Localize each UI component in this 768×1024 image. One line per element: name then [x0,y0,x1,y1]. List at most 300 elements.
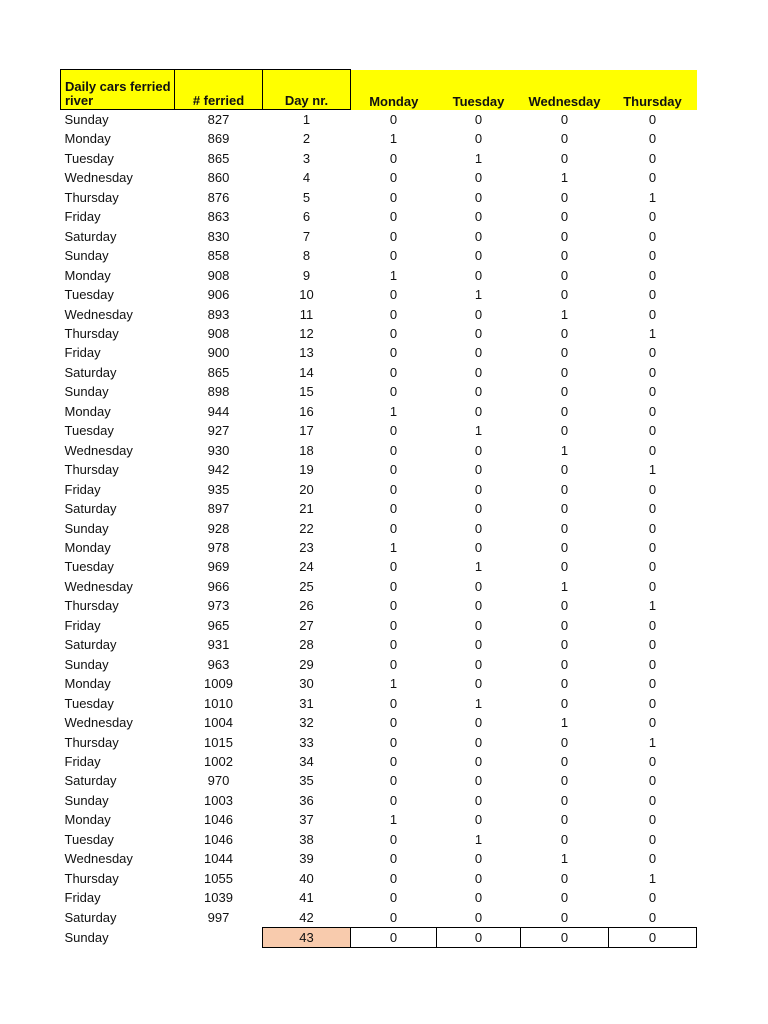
day-cell[interactable]: Sunday [64,248,109,264]
tuesday-cell[interactable]: 0 [474,481,483,497]
tuesday-cell[interactable]: 0 [474,715,483,731]
day-cell[interactable]: Sunday [64,112,109,127]
thursday-cell[interactable]: 0 [648,851,657,867]
monday-cell[interactable]: 1 [389,403,398,419]
ferried-cell[interactable]: 830 [207,228,230,244]
tuesday-cell[interactable]: 1 [474,287,483,303]
day-cell[interactable]: Sunday [64,656,109,672]
wednesday-cell[interactable]: 0 [560,559,569,575]
ferried-cell[interactable]: 893 [207,306,230,322]
monday-cell[interactable]: 0 [389,345,398,361]
monday-cell[interactable]: 0 [389,111,398,127]
day-nr-cell[interactable]: 7 [302,228,311,244]
wednesday-cell[interactable]: 0 [560,890,569,906]
wednesday-cell[interactable]: 0 [560,617,569,633]
thursday-cell[interactable]: 0 [648,637,657,653]
thursday-cell[interactable]: 0 [648,423,657,439]
day-nr-cell[interactable]: 43 [263,928,351,948]
thursday-cell[interactable]: 0 [648,792,657,808]
wednesday-cell[interactable]: 1 [560,442,569,458]
tuesday-cell[interactable]: 0 [474,637,483,653]
day-cell[interactable]: Thursday [64,462,119,478]
tuesday-cell[interactable]: 0 [437,928,521,948]
thursday-cell[interactable]: 1 [648,462,657,478]
day-nr-cell[interactable]: 14 [299,364,314,380]
day-cell[interactable]: Saturday [64,364,117,380]
monday-cell[interactable]: 0 [389,384,398,400]
tuesday-cell[interactable]: 0 [474,403,483,419]
header-day-nr[interactable]: Day nr. [263,70,351,110]
day-nr-cell[interactable]: 19 [299,462,314,478]
day-cell[interactable]: Saturday [64,228,117,244]
wednesday-cell[interactable]: 0 [560,345,569,361]
wednesday-cell[interactable]: 0 [560,481,569,497]
header-ferried[interactable]: # ferried [175,70,263,110]
day-nr-cell[interactable]: 11 [299,306,314,322]
wednesday-cell[interactable]: 0 [560,150,569,166]
day-nr-cell[interactable]: 36 [299,792,314,808]
thursday-cell[interactable]: 0 [648,384,657,400]
monday-cell[interactable]: 0 [389,734,398,750]
day-cell[interactable]: Tuesday [64,287,114,303]
day-cell[interactable]: Tuesday [64,559,114,575]
day-nr-cell[interactable]: 8 [302,248,311,264]
ferried-cell[interactable]: 942 [207,462,230,478]
tuesday-cell[interactable]: 0 [474,617,483,633]
day-cell[interactable]: Thursday [64,325,119,341]
monday-cell[interactable]: 0 [389,773,398,789]
day-nr-cell[interactable]: 41 [299,890,314,906]
thursday-cell[interactable]: 0 [648,695,657,711]
wednesday-cell[interactable]: 0 [560,364,569,380]
day-cell[interactable]: Wednesday [64,170,133,186]
wednesday-cell[interactable]: 0 [560,753,569,769]
tuesday-cell[interactable]: 0 [474,209,483,225]
wednesday-cell[interactable]: 0 [560,598,569,614]
day-cell[interactable]: Wednesday [64,715,133,731]
monday-cell[interactable]: 1 [389,676,398,692]
day-nr-cell[interactable]: 32 [299,715,314,731]
monday-cell[interactable]: 0 [389,695,398,711]
day-cell[interactable]: Saturday [64,501,117,517]
day-cell[interactable]: Friday [64,617,101,633]
ferried-cell[interactable]: 1044 [204,851,233,867]
thursday-cell[interactable]: 0 [648,890,657,906]
day-cell[interactable]: Wednesday [64,306,133,322]
day-cell[interactable]: Saturday [64,773,117,789]
wednesday-cell[interactable]: 1 [560,170,569,186]
monday-cell[interactable]: 1 [389,131,398,147]
tuesday-cell[interactable]: 1 [474,695,483,711]
header-wednesday[interactable]: Wednesday [521,70,609,110]
tuesday-cell[interactable]: 0 [474,792,483,808]
wednesday-cell[interactable]: 0 [560,520,569,536]
day-cell[interactable]: Monday [64,812,111,828]
ferried-cell[interactable]: 876 [207,189,230,205]
thursday-cell[interactable]: 1 [648,325,657,341]
thursday-cell[interactable]: 0 [648,753,657,769]
day-cell[interactable]: Friday [64,209,101,225]
tuesday-cell[interactable]: 0 [474,170,483,186]
day-cell[interactable]: Sunday [64,930,109,946]
tuesday-cell[interactable]: 0 [474,306,483,322]
day-nr-cell[interactable]: 3 [302,150,311,166]
day-cell[interactable]: Sunday [64,520,109,536]
monday-cell[interactable]: 0 [389,715,398,731]
tuesday-cell[interactable]: 0 [474,442,483,458]
monday-cell[interactable]: 0 [389,909,398,925]
day-nr-cell[interactable]: 30 [299,676,314,692]
day-nr-cell[interactable]: 27 [299,617,314,633]
wednesday-cell[interactable]: 0 [560,695,569,711]
thursday-cell[interactable]: 0 [648,715,657,731]
day-nr-cell[interactable]: 40 [299,870,314,886]
wednesday-cell[interactable]: 0 [560,189,569,205]
wednesday-cell[interactable]: 0 [560,773,569,789]
tuesday-cell[interactable]: 0 [474,189,483,205]
day-nr-cell[interactable]: 16 [299,403,314,419]
monday-cell[interactable]: 0 [389,870,398,886]
tuesday-cell[interactable]: 1 [474,423,483,439]
monday-cell[interactable]: 0 [389,831,398,847]
tuesday-cell[interactable]: 0 [474,870,483,886]
thursday-cell[interactable]: 0 [648,306,657,322]
day-cell[interactable]: Saturday [64,909,117,925]
monday-cell[interactable]: 0 [389,481,398,497]
monday-cell[interactable]: 0 [389,851,398,867]
day-nr-cell[interactable]: 12 [299,325,314,341]
ferried-cell[interactable]: 1055 [204,870,233,886]
day-cell[interactable]: Wednesday [64,851,133,867]
day-cell[interactable]: Friday [64,890,101,906]
day-nr-cell[interactable]: 26 [299,598,314,614]
monday-cell[interactable]: 0 [389,189,398,205]
wednesday-cell[interactable]: 0 [560,403,569,419]
day-cell[interactable]: Tuesday [64,831,114,847]
monday-cell[interactable]: 0 [389,170,398,186]
monday-cell[interactable]: 1 [389,539,398,555]
tuesday-cell[interactable]: 0 [474,520,483,536]
monday-cell[interactable]: 0 [389,617,398,633]
wednesday-cell[interactable]: 0 [560,423,569,439]
thursday-cell[interactable]: 0 [648,481,657,497]
ferried-cell[interactable]: 865 [207,364,230,380]
wednesday-cell[interactable]: 0 [560,111,569,127]
day-nr-cell[interactable]: 13 [299,345,314,361]
thursday-cell[interactable]: 0 [648,287,657,303]
tuesday-cell[interactable]: 0 [474,851,483,867]
wednesday-cell[interactable]: 0 [560,909,569,925]
tuesday-cell[interactable]: 1 [474,831,483,847]
ferried-cell[interactable]: 997 [207,909,230,925]
tuesday-cell[interactable]: 0 [474,111,483,127]
day-nr-cell[interactable]: 22 [299,520,314,536]
day-nr-cell[interactable]: 29 [299,656,314,672]
day-nr-cell[interactable]: 17 [299,423,314,439]
thursday-cell[interactable]: 0 [648,442,657,458]
ferried-cell[interactable]: 1046 [204,812,233,828]
thursday-cell[interactable]: 1 [648,189,657,205]
monday-cell[interactable]: 0 [389,578,398,594]
thursday-cell[interactable]: 0 [648,501,657,517]
wednesday-cell[interactable]: 0 [560,734,569,750]
day-nr-cell[interactable]: 31 [299,695,314,711]
day-cell[interactable]: Thursday [64,870,119,886]
ferried-cell[interactable]: 944 [207,403,230,419]
day-cell[interactable]: Sunday [64,384,109,400]
day-cell[interactable]: Thursday [64,734,119,750]
wednesday-cell[interactable]: 0 [560,637,569,653]
day-nr-cell[interactable]: 25 [299,578,314,594]
wednesday-cell[interactable]: 0 [560,812,569,828]
thursday-cell[interactable]: 0 [648,676,657,692]
wednesday-cell[interactable]: 0 [560,656,569,672]
thursday-cell[interactable]: 0 [648,559,657,575]
ferried-cell[interactable]: 898 [207,384,230,400]
thursday-cell[interactable]: 0 [648,111,657,127]
monday-cell[interactable]: 0 [389,306,398,322]
tuesday-cell[interactable]: 0 [474,462,483,478]
day-cell[interactable]: Wednesday [64,442,133,458]
monday-cell[interactable]: 0 [389,559,398,575]
ferried-cell[interactable]: 966 [207,578,230,594]
monday-cell[interactable]: 0 [389,753,398,769]
monday-cell[interactable]: 0 [389,890,398,906]
header-monday[interactable]: Monday [351,70,437,110]
monday-cell[interactable]: 0 [389,462,398,478]
day-nr-cell[interactable]: 5 [302,189,311,205]
thursday-cell[interactable]: 0 [648,248,657,264]
ferried-cell[interactable]: 931 [207,637,230,653]
ferried-cell[interactable]: 858 [207,248,230,264]
ferried-cell[interactable]: 1003 [204,792,233,808]
day-cell[interactable]: Friday [64,753,101,769]
thursday-cell[interactable]: 1 [648,870,657,886]
day-nr-cell[interactable]: 42 [299,909,314,925]
tuesday-cell[interactable]: 1 [474,150,483,166]
day-nr-cell[interactable]: 28 [299,637,314,653]
tuesday-cell[interactable]: 0 [474,676,483,692]
day-nr-cell[interactable]: 10 [299,287,314,303]
wednesday-cell[interactable]: 0 [560,131,569,147]
ferried-cell[interactable]: 1015 [204,734,233,750]
day-nr-cell[interactable]: 34 [299,753,314,769]
day-nr-cell[interactable]: 39 [299,851,314,867]
ferried-cell[interactable]: 908 [207,325,230,341]
ferried-cell[interactable] [175,928,263,948]
header-thursday[interactable]: Thursday [609,70,697,110]
wednesday-cell[interactable]: 1 [560,851,569,867]
thursday-cell[interactable]: 1 [648,598,657,614]
ferried-cell[interactable]: 897 [207,501,230,517]
tuesday-cell[interactable]: 0 [474,345,483,361]
ferried-cell[interactable]: 935 [207,481,230,497]
monday-cell[interactable]: 0 [389,598,398,614]
thursday-cell[interactable]: 0 [648,228,657,244]
tuesday-cell[interactable]: 0 [474,812,483,828]
day-cell[interactable]: Monday [64,267,111,283]
day-nr-cell[interactable]: 21 [299,501,314,517]
day-nr-cell[interactable]: 18 [299,442,314,458]
monday-cell[interactable]: 0 [389,637,398,653]
thursday-cell[interactable]: 0 [648,150,657,166]
day-cell[interactable]: Monday [64,403,111,419]
tuesday-cell[interactable]: 0 [474,248,483,264]
monday-cell[interactable]: 1 [389,267,398,283]
day-cell[interactable]: Sunday [64,792,109,808]
day-nr-cell[interactable]: 9 [302,267,311,283]
monday-cell[interactable]: 0 [351,928,437,948]
ferried-cell[interactable]: 928 [207,520,230,536]
thursday-cell[interactable]: 0 [648,170,657,186]
day-cell[interactable]: Monday [64,539,111,555]
wednesday-cell[interactable]: 0 [560,792,569,808]
ferried-cell[interactable]: 1046 [204,831,233,847]
day-nr-cell[interactable]: 24 [299,559,314,575]
monday-cell[interactable]: 0 [389,423,398,439]
day-cell[interactable]: Monday [64,676,111,692]
ferried-cell[interactable]: 863 [207,209,230,225]
thursday-cell[interactable]: 0 [648,909,657,925]
ferried-cell[interactable]: 1002 [204,753,233,769]
monday-cell[interactable]: 0 [389,248,398,264]
thursday-cell[interactable]: 0 [648,812,657,828]
header-daily-cars[interactable]: Daily cars ferried river [61,70,175,110]
wednesday-cell[interactable]: 0 [560,248,569,264]
wednesday-cell[interactable]: 0 [560,831,569,847]
wednesday-cell[interactable]: 0 [560,501,569,517]
tuesday-cell[interactable]: 0 [474,656,483,672]
wednesday-cell[interactable]: 0 [521,928,609,948]
tuesday-cell[interactable]: 0 [474,578,483,594]
wednesday-cell[interactable]: 1 [560,306,569,322]
tuesday-cell[interactable]: 0 [474,753,483,769]
wednesday-cell[interactable]: 1 [560,578,569,594]
ferried-cell[interactable]: 908 [207,267,230,283]
day-cell[interactable]: Monday [64,131,111,147]
thursday-cell[interactable]: 1 [648,734,657,750]
ferried-cell[interactable]: 865 [207,150,230,166]
ferried-cell[interactable]: 1039 [204,890,233,906]
day-cell[interactable]: Thursday [64,189,119,205]
day-nr-cell[interactable]: 38 [299,831,314,847]
tuesday-cell[interactable]: 0 [474,228,483,244]
ferried-cell[interactable]: 978 [207,539,230,555]
ferried-cell[interactable]: 973 [207,598,230,614]
day-nr-cell[interactable]: 6 [302,209,311,225]
ferried-cell[interactable]: 963 [207,656,230,672]
monday-cell[interactable]: 0 [389,792,398,808]
ferried-cell[interactable]: 970 [207,773,230,789]
thursday-cell[interactable]: 0 [648,364,657,380]
monday-cell[interactable]: 0 [389,150,398,166]
day-cell[interactable]: Thursday [64,598,119,614]
day-cell[interactable]: Tuesday [64,150,114,166]
day-cell[interactable]: Tuesday [64,695,114,711]
wednesday-cell[interactable]: 1 [560,715,569,731]
wednesday-cell[interactable]: 0 [560,676,569,692]
ferried-cell[interactable]: 1010 [204,695,233,711]
monday-cell[interactable]: 0 [389,364,398,380]
wednesday-cell[interactable]: 0 [560,267,569,283]
ferried-cell[interactable]: 965 [207,617,230,633]
wednesday-cell[interactable]: 0 [560,870,569,886]
day-nr-cell[interactable]: 20 [299,481,314,497]
day-cell[interactable]: Wednesday [64,578,133,594]
thursday-cell[interactable]: 0 [648,617,657,633]
ferried-cell[interactable]: 1009 [204,676,233,692]
thursday-cell[interactable]: 0 [648,209,657,225]
day-nr-cell[interactable]: 15 [299,384,314,400]
day-nr-cell[interactable]: 4 [302,170,311,186]
day-cell[interactable]: Friday [64,345,101,361]
day-cell[interactable]: Saturday [64,637,117,653]
tuesday-cell[interactable]: 0 [474,131,483,147]
thursday-cell[interactable]: 0 [648,131,657,147]
day-nr-cell[interactable]: 23 [299,539,314,555]
thursday-cell[interactable]: 0 [648,345,657,361]
day-cell[interactable]: Tuesday [64,423,114,439]
day-nr-cell[interactable]: 35 [299,773,314,789]
thursday-cell[interactable]: 0 [648,831,657,847]
tuesday-cell[interactable]: 0 [474,501,483,517]
thursday-cell[interactable]: 0 [648,403,657,419]
tuesday-cell[interactable]: 1 [474,559,483,575]
ferried-cell[interactable]: 860 [207,170,230,186]
tuesday-cell[interactable]: 0 [474,773,483,789]
ferried-cell[interactable]: 869 [207,131,230,147]
day-nr-cell[interactable]: 33 [299,734,314,750]
ferried-cell[interactable]: 827 [207,112,230,127]
monday-cell[interactable]: 0 [389,520,398,536]
tuesday-cell[interactable]: 0 [474,364,483,380]
monday-cell[interactable]: 1 [389,812,398,828]
ferried-cell[interactable]: 927 [207,423,230,439]
wednesday-cell[interactable]: 0 [560,462,569,478]
monday-cell[interactable]: 0 [389,656,398,672]
ferried-cell[interactable]: 930 [207,442,230,458]
monday-cell[interactable]: 0 [389,287,398,303]
ferried-cell[interactable]: 969 [207,559,230,575]
tuesday-cell[interactable]: 0 [474,384,483,400]
day-cell[interactable]: Friday [64,481,101,497]
wednesday-cell[interactable]: 0 [560,228,569,244]
thursday-cell[interactable]: 0 [648,656,657,672]
day-nr-cell[interactable]: 1 [302,112,311,127]
header-tuesday[interactable]: Tuesday [437,70,521,110]
wednesday-cell[interactable]: 0 [560,287,569,303]
tuesday-cell[interactable]: 0 [474,325,483,341]
monday-cell[interactable]: 0 [389,501,398,517]
tuesday-cell[interactable]: 0 [474,909,483,925]
thursday-cell[interactable]: 0 [648,267,657,283]
monday-cell[interactable]: 0 [389,442,398,458]
tuesday-cell[interactable]: 0 [474,598,483,614]
wednesday-cell[interactable]: 0 [560,384,569,400]
ferried-cell[interactable]: 900 [207,345,230,361]
ferried-cell[interactable]: 1004 [204,715,233,731]
wednesday-cell[interactable]: 0 [560,325,569,341]
thursday-cell[interactable]: 0 [648,539,657,555]
tuesday-cell[interactable]: 0 [474,539,483,555]
monday-cell[interactable]: 0 [389,325,398,341]
tuesday-cell[interactable]: 0 [474,267,483,283]
monday-cell[interactable]: 0 [389,228,398,244]
thursday-cell[interactable]: 0 [609,928,697,948]
monday-cell[interactable]: 0 [389,209,398,225]
wednesday-cell[interactable]: 0 [560,539,569,555]
thursday-cell[interactable]: 0 [648,578,657,594]
